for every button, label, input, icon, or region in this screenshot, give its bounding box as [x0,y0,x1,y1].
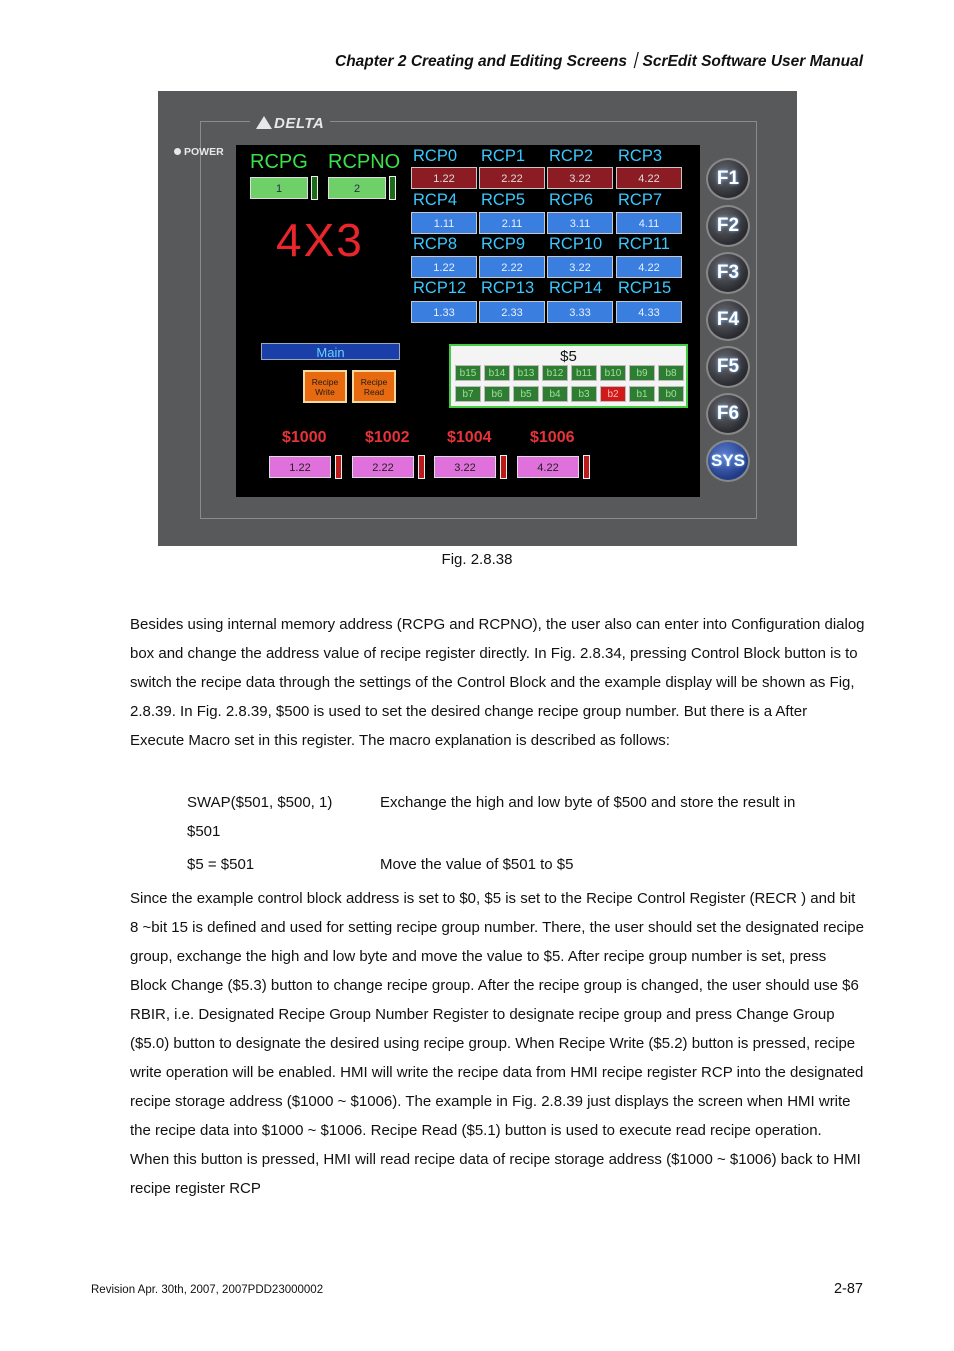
recipe-write-line2: Write [315,387,335,397]
recipe-read-line2: Read [363,387,385,397]
rcp-value[interactable]: 3.22 [547,256,613,278]
fkey-sys[interactable]: SYS [706,440,750,482]
main-button[interactable]: Main [261,343,400,360]
storage-label: $1000 [282,429,327,446]
bit-button[interactable]: b14 [484,365,510,381]
rcp-label: RCP13 [481,279,535,297]
bit-panel-title: $5 [560,348,577,365]
recipe-read-line1: Recipe [360,377,388,387]
bit-button[interactable]: b13 [513,365,539,381]
bit-button[interactable]: b2 [600,386,626,402]
rcp-value[interactable]: 4.22 [616,167,682,189]
fkey-f5[interactable]: F5 [706,346,750,388]
rcp-label: RCP2 [549,147,594,165]
rcp-value[interactable]: 3.22 [547,167,613,189]
rcp-label: RCP8 [413,235,458,253]
bit-button[interactable]: b8 [658,365,684,381]
rcp-value[interactable]: 3.33 [547,301,613,323]
storage-label: $1006 [530,429,575,446]
rcp-value[interactable]: 4.22 [616,256,682,278]
page-header: Chapter 2 Creating and Editing Screens｜ScrEdit Software User Manual [335,53,863,70]
rcp-value[interactable]: 2.33 [479,301,545,323]
storage-value[interactable]: 4.22 [517,456,579,478]
fkey-f6[interactable]: F6 [706,393,750,435]
bit-button[interactable]: b10 [600,365,626,381]
paragraph-2: Since the example control block address is set to $0, $5 is set to the Recipe Control Register (RECR ) and bit 8 ~bit 15 is defined and used for setting recipe group number. There, the user should set the designated recipe group, exchange the high and low byte and move the value to $5. After recipe group number is set, press Block Change ($5.3) button to change recipe group. After the recipe group is changed, the user should use $6 RBIR, i.e. Designated Recipe Group Number Register to designate recipe group and press Change Group ($5.0) button to designate the desired using recipe group. When Recipe Write ($5.2) button is pressed, recipe write operation will be enabled. HMI will write the recipe data from HMI recipe register RCP into the designated recipe storage address ($1000 ~ $1006). The example in Fig. 2.8.39 just displays the screen when HMI write the recipe data into $1000 ~ $1006. Recipe Read ($5.1) button is used to execute read recipe operation. When this button is pressed, HMI will read recipe data of recipe storage address ($1000 ~ $1006) back to HMI recipe register RCP [130,890,864,1197]
rcp-value[interactable]: 3.11 [547,212,613,234]
bit-button[interactable]: b4 [542,386,568,402]
figure-caption: Fig. 2.8.38 [441,551,513,568]
rcpno-value[interactable]: 2 [328,177,386,199]
rcp-label: RCP5 [481,191,526,209]
rcp-value[interactable]: 1.11 [411,212,477,234]
macro2-desc: Move the value of $501 to $5 [380,856,574,873]
storage-value[interactable]: 1.22 [269,456,331,478]
rcp-value[interactable]: 4.11 [616,212,682,234]
rcpg-indicator [311,176,318,200]
paragraph-1: Besides using internal memory address (RCPG and RCPNO), the user also can enter into Configuration dialog box and change the address value of recipe register directly. In Fig. 2.8.34, pressing Control Block button is to switch the recipe data through the settings of the Control Block and the example display will be shown as Fig, 2.8.39. In Fig. 2.8.39, $500 is used to set the desired change recipe group number. But there is a After Execute Macro set in this register. The macro explanation is described as follows: [130,616,865,749]
fkey-f4[interactable]: F4 [706,299,750,341]
storage-label: $1002 [365,429,410,446]
delta-logo [250,115,330,132]
hmi-figure [158,91,797,546]
fkey-f2[interactable]: F2 [706,205,750,247]
rcp-label: RCP6 [549,191,594,209]
storage-label: $1004 [447,429,492,446]
rcp-label: RCP10 [549,235,603,253]
rcp-value[interactable]: 2.22 [479,256,545,278]
rcp-label: RCP14 [549,279,603,297]
storage-indicator [500,455,507,479]
recipe-write-line1: Recipe [311,377,339,387]
rcp-value[interactable]: 1.22 [411,167,477,189]
rcp-value[interactable]: 4.33 [616,301,682,323]
fkey-f1[interactable]: F1 [706,158,750,200]
rcp-label: RCP3 [618,147,663,165]
rcp-label: RCP15 [618,279,672,297]
rcp-label: RCP9 [481,235,526,253]
bit-button[interactable]: b7 [455,386,481,402]
rcpg-label: RCPG [250,151,308,173]
storage-indicator [583,455,590,479]
recipe-read-button[interactable] [352,370,396,403]
rcp-label: RCP11 [618,235,670,253]
macro2-code: $5 = $501 [187,856,255,873]
logo-text: DELTA [274,115,325,132]
storage-indicator [335,455,342,479]
bit-button[interactable]: b12 [542,365,568,381]
rcp-label: RCP7 [618,191,663,209]
bit-button[interactable]: b5 [513,386,539,402]
rcp-label: RCP0 [413,147,458,165]
storage-value[interactable]: 3.22 [434,456,496,478]
power-led-icon [174,148,181,155]
rcp-label: RCP12 [413,279,467,297]
macro1-code: SWAP($501, $500, 1) [187,794,333,811]
revision-footer: Revision Apr. 30th, 2007, 2007PDD23000002 [91,1284,324,1296]
rcp-label: RCP4 [413,191,458,209]
bit-button[interactable]: b15 [455,365,481,381]
hmi-screen [236,145,700,497]
rcpno-label: RCPNO [328,151,401,173]
macro1-continuation: $501 [187,823,221,840]
storage-indicator [418,455,425,479]
rcpno-indicator [389,176,396,200]
power-indicator [174,146,224,158]
bit-button[interactable]: b6 [484,386,510,402]
bit-button[interactable]: b3 [571,386,597,402]
grid-size-label: 4X3 [276,214,364,266]
recipe-write-button[interactable] [303,370,347,403]
page-number: 2-87 [833,1281,863,1297]
bit-button[interactable]: b1 [629,386,655,402]
rcp-value[interactable]: 2.22 [479,167,545,189]
bit-button[interactable]: b9 [629,365,655,381]
fkey-f3[interactable]: F3 [706,252,750,294]
bit-button[interactable]: b0 [658,386,684,402]
macro1-desc: Exchange the high and low byte of $500 and store the result in [380,794,796,811]
rcp-value[interactable]: 2.11 [479,212,545,234]
bit-button[interactable]: b11 [571,365,597,381]
power-label: POWER [184,146,224,158]
bit-panel [449,344,688,408]
rcpg-value[interactable]: 1 [250,177,308,199]
rcp-value[interactable]: 1.33 [411,301,477,323]
rcp-value[interactable]: 1.22 [411,256,477,278]
storage-value[interactable]: 2.22 [352,456,414,478]
rcp-label: RCP1 [481,147,526,165]
delta-logo-icon [256,116,272,129]
